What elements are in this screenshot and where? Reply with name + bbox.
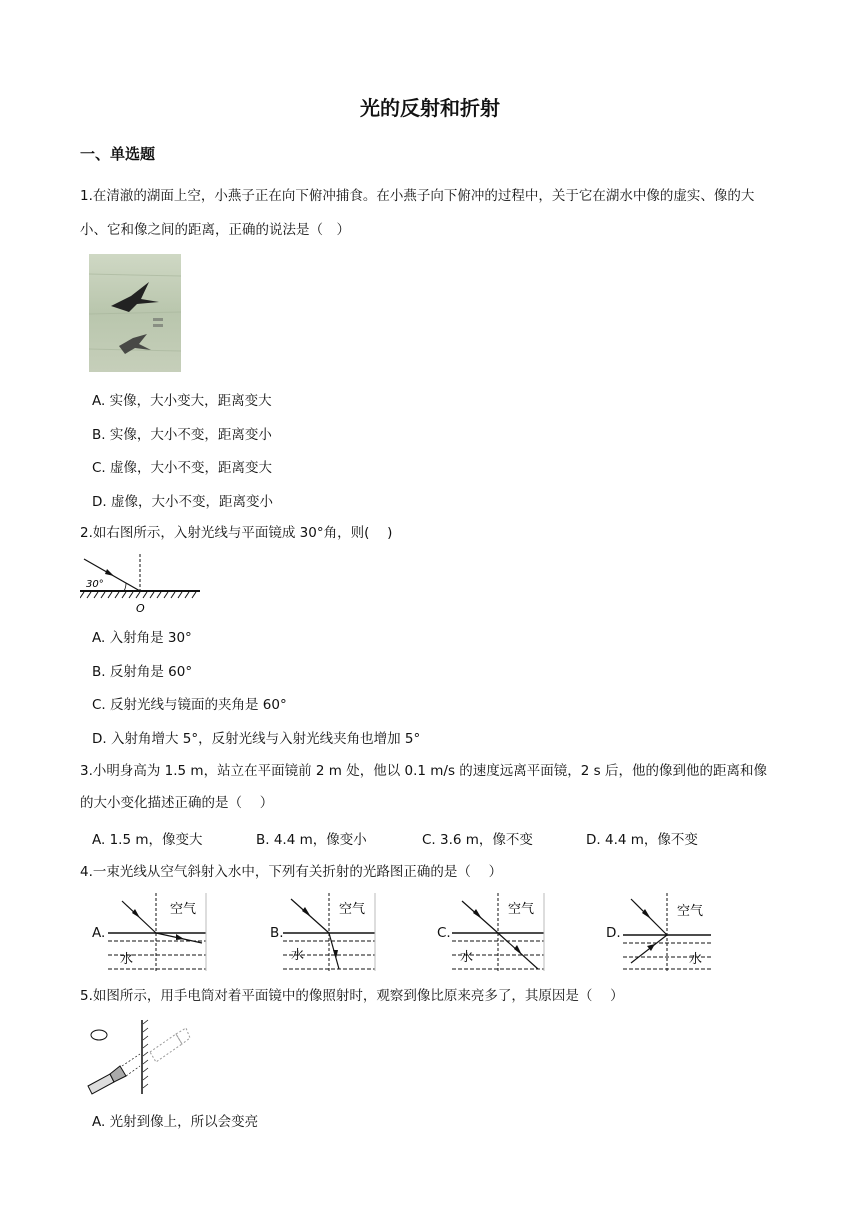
water-label: 水 [291,948,305,963]
question-4-option-c-label[interactable]: C. [437,925,451,941]
refraction-diagram-b[interactable] [283,893,383,971]
question-4-option-a-label[interactable]: A. [92,925,106,941]
mirror-reflection-diagram [80,554,202,616]
section-heading: 一、单选题 [80,145,156,163]
question-2-option-b[interactable]: B. 反射角是 60° [92,664,193,680]
swallow-photo [89,254,181,372]
question-2-option-c[interactable]: C. 反射光线与镜面的夹角是 60° [92,697,287,713]
question-2-option-d[interactable]: D. 入射角增大 5°，反射光线与入射光线夹角也增加 5° [92,731,421,747]
question-5-option-a[interactable]: A. 光射到像上，所以会变亮 [92,1114,259,1130]
question-1-stem: 1.在清澈的湖面上空，小燕子正在向下俯冲捕食。在小燕子向下俯冲的过程中，关于它在湖水中像的虚实、像的大小、它和像之间的距离，正确的说法是（ ） [80,188,755,238]
question-4-option-d-label[interactable]: D. [606,925,621,941]
question-3-option-d[interactable]: D. 4.4 m，像不变 [586,832,698,848]
air-label: 空气 [677,904,704,919]
question-3-stem: 3.小明身高为 1.5 m，站立在平面镜前 2 m 处，他以 0.1 m/s 的速度远离平面镜，2 s 后，他的像到他的距离和像的大小变化描述正确的是（ ） [80,763,767,811]
refraction-diagram-d[interactable] [623,893,723,971]
question-1-option-c[interactable]: C. 虚像，大小不变，距离变大 [92,460,273,476]
page-title: 光的反射和折射 [360,96,500,120]
question-3-option-a[interactable]: A. 1.5 m，像变大 [92,832,203,848]
question-1-option-a[interactable]: A. 实像，大小变大，距离变大 [92,393,272,409]
question-3-option-b[interactable]: B. 4.4 m，像变小 [256,832,367,848]
flashlight-mirror-diagram [82,1018,198,1096]
question-5-stem: 5.如图所示，用手电筒对着平面镜中的像照射时，观察到像比原来亮多了，其原因是（ ） [80,988,624,1004]
point-label: O [136,602,145,615]
air-label: 空气 [508,902,535,917]
refraction-diagram-c[interactable] [452,893,552,971]
question-4-option-b-label[interactable]: B. [270,925,284,941]
water-label: 水 [120,952,134,967]
angle-label: 30° [86,579,104,590]
question-1-option-b[interactable]: B. 实像，大小不变，距离变小 [92,427,272,443]
question-4-stem: 4.一束光线从空气斜射入水中，下列有关折射的光路图正确的是（ ） [80,864,503,880]
air-label: 空气 [339,902,366,917]
question-2-stem: 2.如右图所示，入射光线与平面镜成 30°角，则( ) [80,525,393,541]
question-1-option-d[interactable]: D. 虚像，大小不变，距离变小 [92,494,273,510]
water-label: 水 [460,950,474,965]
water-label: 水 [689,952,703,967]
question-2-option-a[interactable]: A. 入射角是 30° [92,630,192,646]
question-3-option-c[interactable]: C. 3.6 m，像不变 [422,832,533,848]
air-label: 空气 [170,902,197,917]
refraction-diagram-a[interactable] [108,893,208,971]
